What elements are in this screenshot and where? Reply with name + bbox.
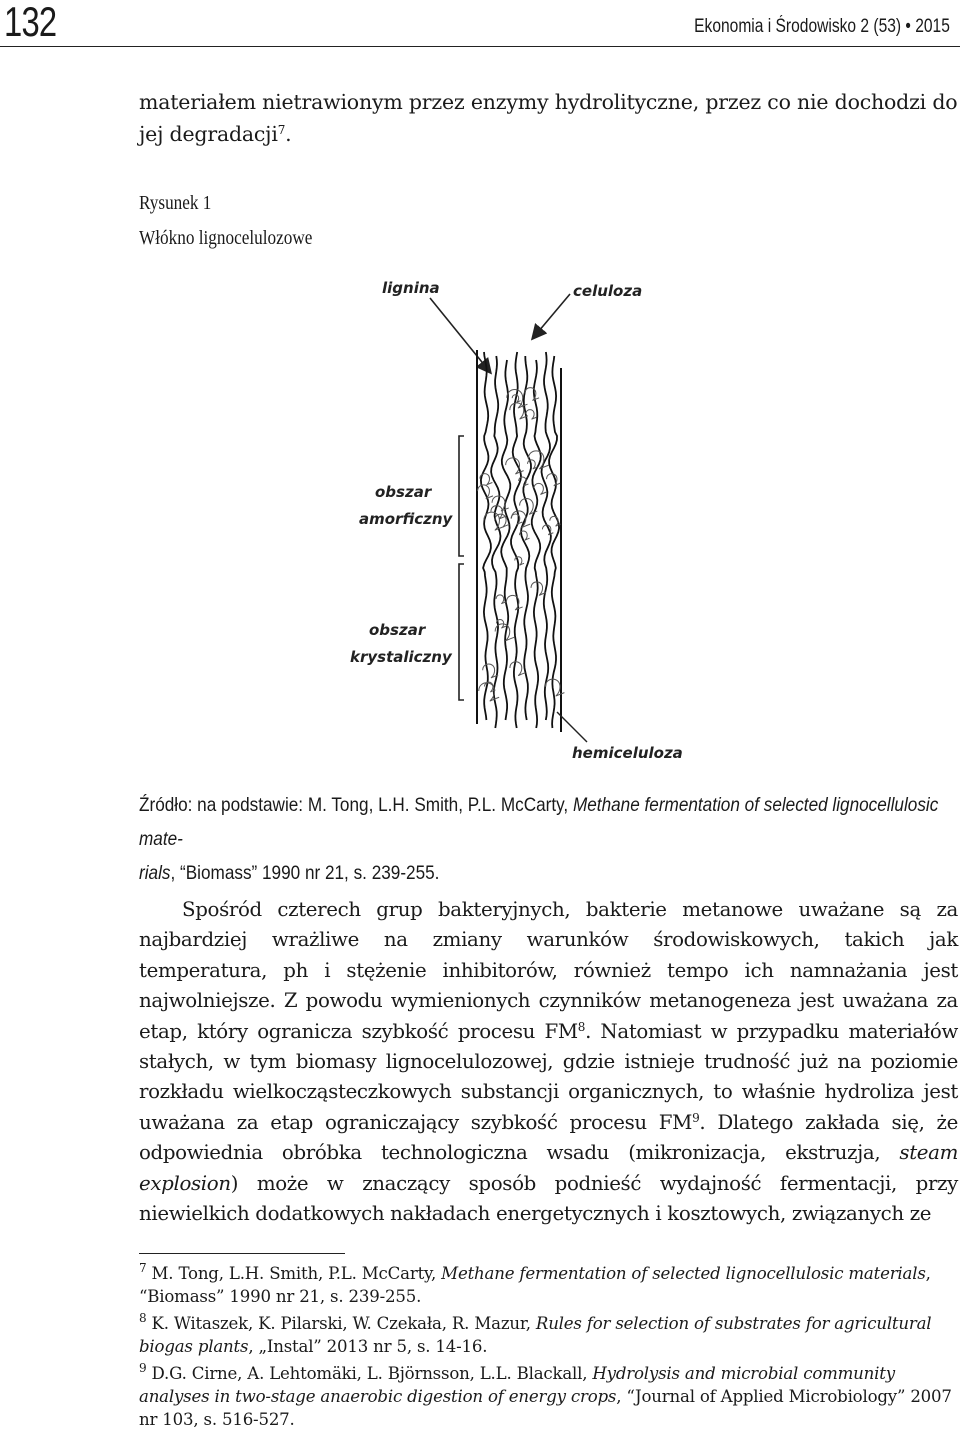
running-head: Ekonomia i Środowisko 2 (53) • 2015 [694,16,950,37]
label-cellulose: celuloza [573,282,643,300]
hemicellulose-loop [479,683,499,701]
footnote-publication: , „Instal” 2013 nr 5, s. 14-16. [248,1337,488,1357]
opening-text: materiałem nietrawionym przez enzymy hydrolityczne, przez co nie dochodzi do jej degradacji [139,90,958,146]
footnote-8 [139,1312,958,1359]
cellulose-strand [511,352,521,728]
footnote-number: 7 [139,1261,147,1275]
footnote-authors: M. Tong, L.H. Smith, P.L. McCarty, [151,1264,442,1283]
footnote-publication: , “Journal of Applied Microbiology” 2007 nr 103, s. 516-527. [139,1387,952,1430]
cellulose-strand [532,360,541,728]
source-title: Methane fermentation of selected lignocellulosic mate- [139,794,939,850]
footnote-title: Methane fermentation of selected lignocellulosic materials [441,1264,926,1283]
source-title-2: rials [139,862,171,884]
label-crystalline-2: krystaliczny [350,648,452,666]
footnotes [139,1262,958,1435]
hemicellulose-loop [510,662,525,676]
cellulose-strands [481,352,559,728]
footnote-rule [139,1253,345,1254]
cellulose-arrow [533,294,570,338]
hemicellulose-loop [483,664,498,678]
figure-number: Rysunek 1 [139,192,212,214]
figure-title: Włókno lignocelulozowe [139,227,313,249]
footnote-publication: , “Biomass” 1990 nr 21, s. 239-255. [139,1264,931,1307]
footnote-7 [139,1262,958,1309]
cellulose-strand [542,352,551,720]
label-amorphous-1: obszar [375,483,432,501]
source-suffix: , “Biomass” 1990 nr 21, s. 239-255. [170,862,440,884]
footnote-authors: D.G. Cirne, A. Lehtomäki, L. Björnsson, L.L. Blackall, [151,1363,593,1383]
body-text-c: . Dlatego zakłada się, że odpowiednia obróbka technologiczna wsadu (mikronizacja, ekstruzja, [139,1110,958,1165]
hemicellulose-loop [526,410,537,420]
footnote-number: 8 [139,1310,147,1325]
label-hemicellulose: hemiceluloza [572,744,683,762]
footnote-authors: K. Witaszek, K. Pilarski, W. Czekała, R. Mazur, [151,1313,536,1333]
footnote-title: Rules for selection of substrates for agricultural biogas plants [139,1313,932,1357]
body-paragraph [139,895,958,1229]
lignocellulose-fiber-diagram [340,272,700,772]
amorphous-bracket [459,436,464,556]
body-text-a: Spośród czterech grup bakteryjnych, bakterie metanowe uważane są za najbardziej wrażliwe na zmiany warunków środowiskowych, takich jak temperatura, ph i stężenie inhibitorów, również tempo ich namnażania jest najwolniejsze. Z powodu wymienionych czynników metanogeneza jest uważana za etap, który ogranicza szybkość procesu FM [139,898,958,1043]
body-text-d: ) może w znaczący sposób podnieść wydajność fermentacji, przy niewielkich dodatkowych nakładach energetycznych i kosztowych, związanych ze [139,1171,958,1226]
label-lignin: lignina [382,279,440,297]
footnote-ref-8[interactable]: 8 [577,1019,586,1034]
hemicellulose-loop [506,595,522,609]
crystalline-bracket [459,564,464,700]
lignin-arrow [430,298,490,372]
header-rule [0,46,960,47]
hemicellulose-loop [525,388,539,401]
opening-end: . [285,122,292,146]
hemicellulose-loop [528,460,538,469]
source-prefix: Źródło: na podstawie: M. Tong, L.H. Smith, P.L. McCarty, [139,794,573,816]
opening-paragraph [139,86,959,150]
footnote-9 [139,1362,958,1432]
hemicellulose-loop [511,514,522,524]
page-number: 132 [4,0,57,45]
footnote-ref-9[interactable]: 9 [692,1110,700,1125]
cellulose-strand [501,360,510,720]
figure-caption [139,186,312,256]
figure-source [139,788,959,890]
cellulose-strand [491,356,500,728]
body-italic-steam-explosion: steam explosion [139,1141,958,1195]
footnote-ref-7[interactable]: 7 [277,123,286,137]
hemicellulose-loop [550,516,561,526]
body-text-b: . Natomiast w przypadku materiałów stałych, w tym biomasy lignocelulozowej, gdzie istnieje trudność już na poziomie rozkładu wielkocząsteczkowych substancji organicznych, to właśnie hydroliza jest uważana za etap ograniczający szybkość procesu FM [139,1019,958,1134]
footnote-title: Hydrolysis and microbial community analyses in two-stage anaerobic digestion of energy crops [139,1363,895,1407]
footnote-number: 9 [139,1360,147,1375]
label-amorphous-2: amorficzny [359,510,453,528]
label-crystalline-1: obszar [369,621,426,639]
